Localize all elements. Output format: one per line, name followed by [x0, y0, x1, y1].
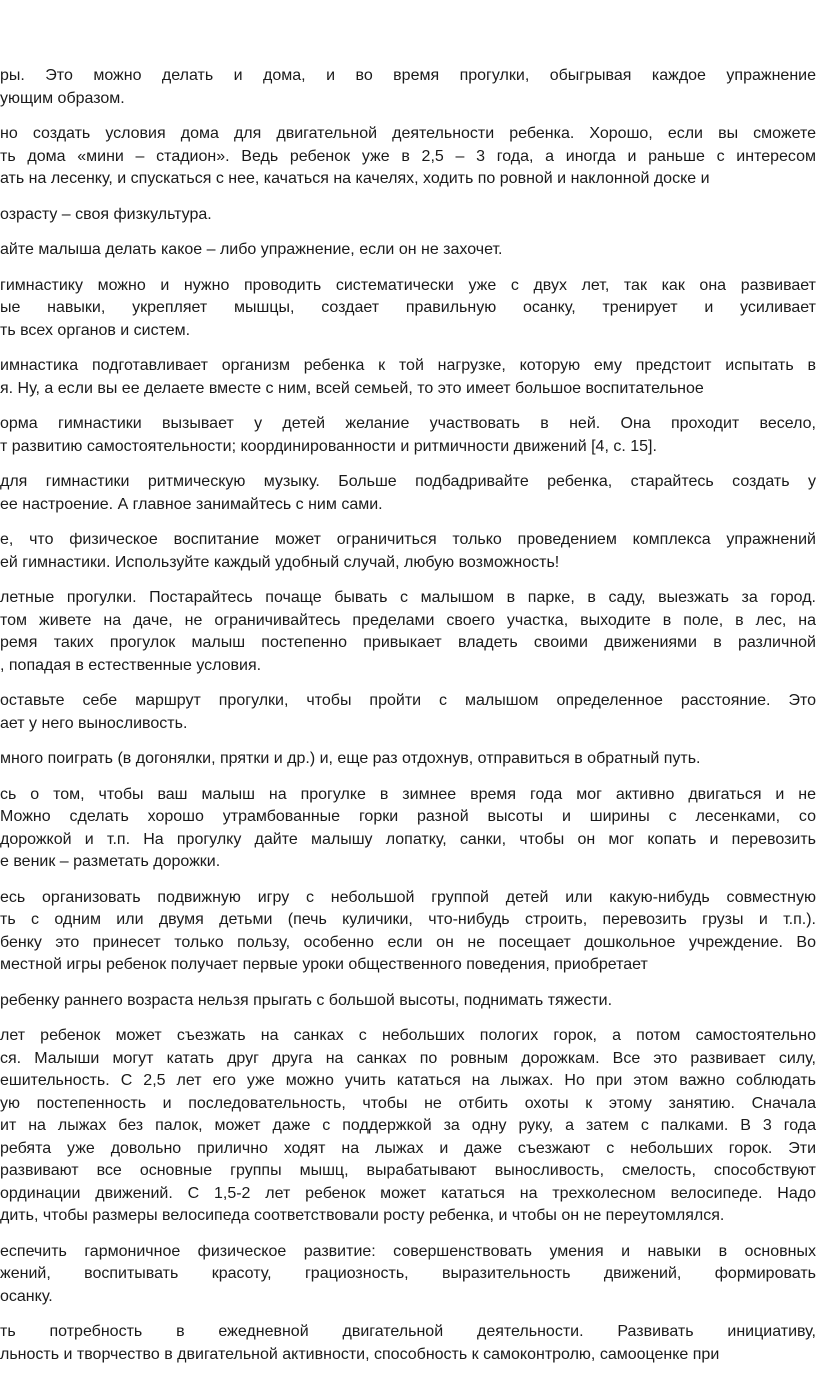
- text-line: ает у него выносливость.: [0, 714, 188, 732]
- text-line: много поиграть (в догонялки, прятки и др.) и, еще раз отдохнув, отправиться в обратный путь.: [0, 750, 701, 767]
- text-line: жений, воспитывать красоту, грациозность, выразительность движений, формировать: [0, 1265, 816, 1282]
- text-line: ть дома «мини – стадион». Ведь ребенок уже в 2,5 – 3 года, а иногда и раньше с интересом: [0, 147, 816, 165]
- paragraph: [0, 529, 816, 574]
- text-line: ть всех органов и систем.: [0, 321, 191, 339]
- text-line: , попадая в естественные условия.: [0, 656, 262, 674]
- paragraph: [0, 471, 816, 516]
- text-line: е, что физическое воспитание может ограничиться только проведением комплекса упражнений: [0, 531, 816, 548]
- text-line: ее настроение. А главное занимайтесь с ним сами.: [0, 495, 383, 513]
- paragraph: [0, 1025, 816, 1228]
- text-line: ребята уже довольно прилично ходят на лыжах и даже съезжают с небольших горок. Эти: [0, 1139, 816, 1157]
- paragraph: [0, 123, 816, 191]
- paragraph: [0, 990, 816, 1013]
- paragraph: [0, 1321, 816, 1366]
- text-line: местной игры ребенок получает первые уроки общественного поведения, приобретает: [0, 956, 648, 973]
- paragraph: [0, 587, 816, 677]
- document-body: [0, 65, 816, 1379]
- paragraph: [0, 748, 816, 771]
- text-line: е веник – разметать дорожки.: [0, 853, 221, 870]
- text-line: озрасту – своя физкультура.: [0, 205, 212, 223]
- paragraph: [0, 275, 816, 343]
- text-line: я. Ну, а если вы ее делаете вместе с ним, всей семьей, то это имеет большое воспитательное: [0, 379, 704, 397]
- paragraph: [0, 413, 816, 458]
- text-line: для гимнастики ритмическую музыку. Больше подбадривайте ребенка, старайтесь создать у: [0, 473, 816, 490]
- text-line: еспечить гармоничное физическое развитие: совершенствовать умения и навыки в основных: [0, 1242, 816, 1260]
- text-line: т развитию самостоятельности; координированности и ритмичности движений [4, с. 15].: [0, 437, 657, 455]
- text-line: ешительность. С 2,5 лет его уже можно учить кататься на лыжах. Но при этом важно соблюдать: [0, 1072, 816, 1089]
- text-line: бенку это принесет только пользу, особенно если он не посещает дошкольное учреждение. Во: [0, 933, 816, 951]
- text-line: айте малыша делать какое – либо упражнение, если он не захочет.: [0, 241, 503, 258]
- text-line: ую постепенность и последовательность, чтобы не отбить охоты к этому занятию. Сначала: [0, 1094, 816, 1112]
- text-line: том живете на даче, не ограничивайтесь пределами своего участка, выходите в поле, в лес, на: [0, 611, 816, 629]
- paragraph: [0, 784, 816, 874]
- text-line: ремя таких прогулок малыш постепенно привыкает владеть своими движениями в различной: [0, 634, 816, 651]
- text-line: развивают все основные группы мышц, вырабатывают выносливость, смелость, способствуют: [0, 1162, 816, 1179]
- text-line: ующим образом.: [0, 89, 125, 107]
- paragraph: [0, 204, 816, 227]
- text-line: есь организовать подвижную игру с небольшой группой детей или какую-нибудь совместную: [0, 888, 816, 906]
- text-line: дить, чтобы размеры велосипеда соответствовали росту ребенка, и чтобы он не переутомлялся.: [0, 1207, 725, 1224]
- text-line: имнастика подготавливает организм ребенка к той нагрузке, которую ему предстоит испытать в: [0, 357, 816, 374]
- text-line: летные прогулки. Постарайтесь почаще бывать с малышом в парке, в саду, выезжать за город.: [0, 589, 816, 606]
- paragraph: [0, 690, 816, 735]
- text-line: ры. Это можно делать и дома, и во время прогулки, обыгрывая каждое упражнение: [0, 67, 816, 84]
- paragraph: [0, 239, 816, 262]
- text-line: гимнастику можно и нужно проводить систематически уже с двух лет, так как она развивает: [0, 276, 816, 294]
- text-line: орма гимнастики вызывает у детей желание участвовать в ней. Она проходит весело,: [0, 415, 816, 432]
- text-line: ть с одним или двумя детьми (печь куличики, что-нибудь строить, перевозить грузы и т.п.).: [0, 911, 816, 928]
- text-line: осанку.: [0, 1287, 53, 1305]
- paragraph: [0, 355, 816, 400]
- text-line: ребенку раннего возраста нельзя прыгать с большой высоты, поднимать тяжести.: [0, 991, 613, 1009]
- text-line: Можно сделать хорошо утрамбованные горки разной высоты и ширины с лесенками, со: [0, 808, 816, 825]
- text-line: лет ребенок может съезжать на санках с небольших пологих горок, а потом самостоятельно: [0, 1027, 816, 1044]
- paragraph: [0, 1241, 816, 1309]
- text-line: оставьте себе маршрут прогулки, чтобы пройти с малышом определенное расстояние. Это: [0, 692, 816, 709]
- text-line: ит на лыжах без палок, может даже с поддержкой за одну руку, а затем с палками. В 3 года: [0, 1117, 816, 1134]
- text-line: льность и творчество в двигательной активности, способность к самоконтролю, самооценке при: [0, 1345, 720, 1363]
- text-line: ординации движений. С 1,5-2 лет ребенок может кататься на трехколесном велосипеде. Надо: [0, 1184, 816, 1202]
- text-line: дорожкой и т.п. На прогулку дайте малышу лопатку, санки, чтобы он мог копать и перевозить: [0, 830, 816, 848]
- text-line: но создать условия дома для двигательной деятельности ребенка. Хорошо, если вы сможете: [0, 125, 816, 142]
- text-line: ть потребность в ежедневной двигательной деятельности. Развивать инициативу,: [0, 1323, 816, 1340]
- text-line: ать на лесенку, и спускаться с нее, качаться на качелях, ходить по ровной и наклонной доске и: [0, 170, 710, 187]
- text-line: сь о том, чтобы ваш малыш на прогулке в зимнее время года мог активно двигаться и не: [0, 785, 816, 803]
- paragraph: [0, 65, 816, 110]
- paragraph: [0, 887, 816, 977]
- text-line: ей гимнастики. Используйте каждый удобный случай, любую возможность!: [0, 553, 560, 571]
- text-line: ся. Малыши могут катать друг друга на санках по ровным дорожкам. Все это развивает силу,: [0, 1049, 816, 1067]
- text-line: ые навыки, укрепляет мышцы, создает правильную осанку, тренирует и усиливает: [0, 299, 816, 316]
